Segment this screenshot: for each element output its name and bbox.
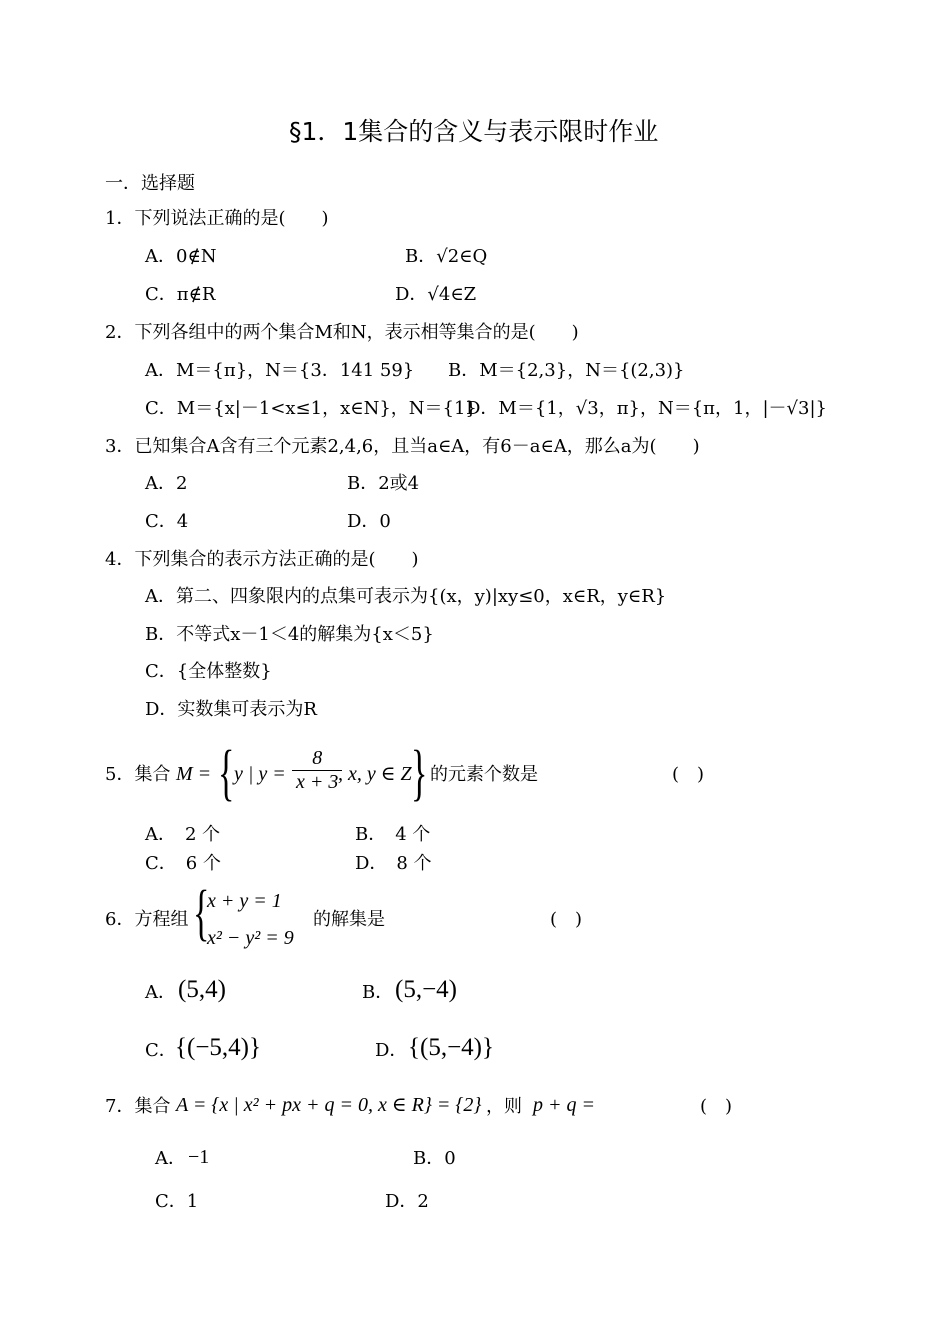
question-7-then: ，则: [486, 1096, 522, 1117]
question-2-option-a: A．M＝{π}，N＝{3．141 59}: [145, 360, 415, 381]
question-4-option-a: A．第二、四象限内的点集可表示为{(x，y)|xy≤0，x∈R，y∈R}: [145, 586, 667, 607]
left-brace-icon: {: [218, 739, 235, 807]
question-3-stem: 3．已知集合A含有三个元素2,4,6，且当a∈A，有6－a∈A，那么a为( ): [105, 436, 700, 457]
question-5-option-b: B． 4 个: [355, 824, 431, 845]
question-4-option-c: C．{全体整数}: [145, 661, 272, 682]
question-6-option-a-value: (5,4): [178, 976, 226, 1003]
question-5-set-inner-2: , x, y ∈ Z: [338, 763, 412, 785]
question-6-option-b-value: (5,−4): [395, 976, 457, 1003]
question-6-suffix: 的解集是: [313, 909, 385, 930]
question-1-stem: 1．下列说法正确的是( ): [105, 208, 329, 229]
question-3-option-c: C．4: [145, 511, 189, 532]
question-7-option-b: B．0: [413, 1148, 456, 1169]
question-6-option-a-label: A．: [145, 982, 176, 1003]
question-1-option-d: D．√4∈Z: [395, 284, 477, 305]
question-2-option-c: C．M＝{x|－1<x≤1，x∈N}，N＝{1}: [145, 398, 477, 419]
question-2-option-b: B．M＝{2,3}，N＝{(2,3)}: [448, 360, 685, 381]
question-7-option-a-value: −1: [188, 1146, 210, 1168]
question-3-option-b: B．2或4: [347, 473, 420, 494]
fraction-numerator: 8: [292, 747, 342, 771]
question-7-answer-paren: ( ): [700, 1096, 733, 1117]
question-6-equation-2: x² − y² = 9: [207, 927, 294, 949]
question-6-option-c-label: C．: [145, 1040, 177, 1061]
question-6-option-d-label: D．: [375, 1040, 408, 1061]
question-5-option-d: D． 8 个: [355, 853, 432, 874]
question-7-expression: A = {x | x² + px + q = 0, x ∈ R} = {2}: [176, 1094, 482, 1116]
question-7-option-a-label: A．: [155, 1148, 186, 1169]
question-7-option-d: D．2: [385, 1191, 429, 1212]
question-1-option-b: B．√2∈Q: [405, 246, 488, 267]
section-heading: 一．选择题: [105, 173, 195, 194]
question-5-set-left: M =: [176, 763, 212, 785]
question-6-option-b-label: B．: [362, 982, 394, 1003]
question-5-option-a: A． 2 个: [145, 824, 221, 845]
question-5-fraction: [292, 747, 342, 794]
fraction-denominator: x + 3: [296, 771, 339, 793]
question-5-prefix: 5．集合: [105, 764, 171, 785]
system-brace-icon: {: [193, 879, 210, 947]
page-title: §1．1集合的含义与表示限时作业: [289, 117, 659, 146]
question-2-stem: 2．下列各组中的两个集合M和N，表示相等集合的是( ): [105, 322, 579, 343]
question-4-option-d: D．实数集可表示为R: [145, 699, 317, 720]
question-3-option-a: A．2: [145, 473, 188, 494]
question-5-set-inner-1: y | y =: [234, 763, 286, 785]
question-5-answer-paren: ( ): [672, 764, 705, 785]
question-7-option-c: C．1: [155, 1191, 199, 1212]
question-7-expression-2: p + q =: [533, 1094, 595, 1116]
question-6-equation-1: x + y = 1: [207, 890, 282, 912]
question-6-prefix: 6．方程组: [105, 909, 189, 930]
question-6-answer-paren: ( ): [550, 909, 583, 930]
question-5-option-c: C． 6 个: [145, 853, 221, 874]
question-5-suffix: 的元素个数是: [430, 764, 538, 785]
question-2-option-d: D．M＝{1，√3，π}，N＝{π，1，|－√3|}: [466, 398, 827, 419]
question-6-option-c-value: {(−5,4)}: [175, 1034, 261, 1061]
question-7-prefix: 7．集合: [105, 1096, 171, 1117]
question-6-option-d-value: {(5,−4)}: [408, 1034, 494, 1061]
question-4-stem: 4．下列集合的表示方法正确的是( ): [105, 549, 419, 570]
question-4-option-b: B．不等式x－1＜4的解集为{x＜5}: [145, 624, 434, 645]
question-3-option-d: D．0: [347, 511, 391, 532]
question-1-option-a: A．0∉N: [145, 246, 217, 267]
right-brace-icon: }: [411, 739, 428, 807]
question-1-option-c: C．π∉R: [145, 284, 216, 305]
